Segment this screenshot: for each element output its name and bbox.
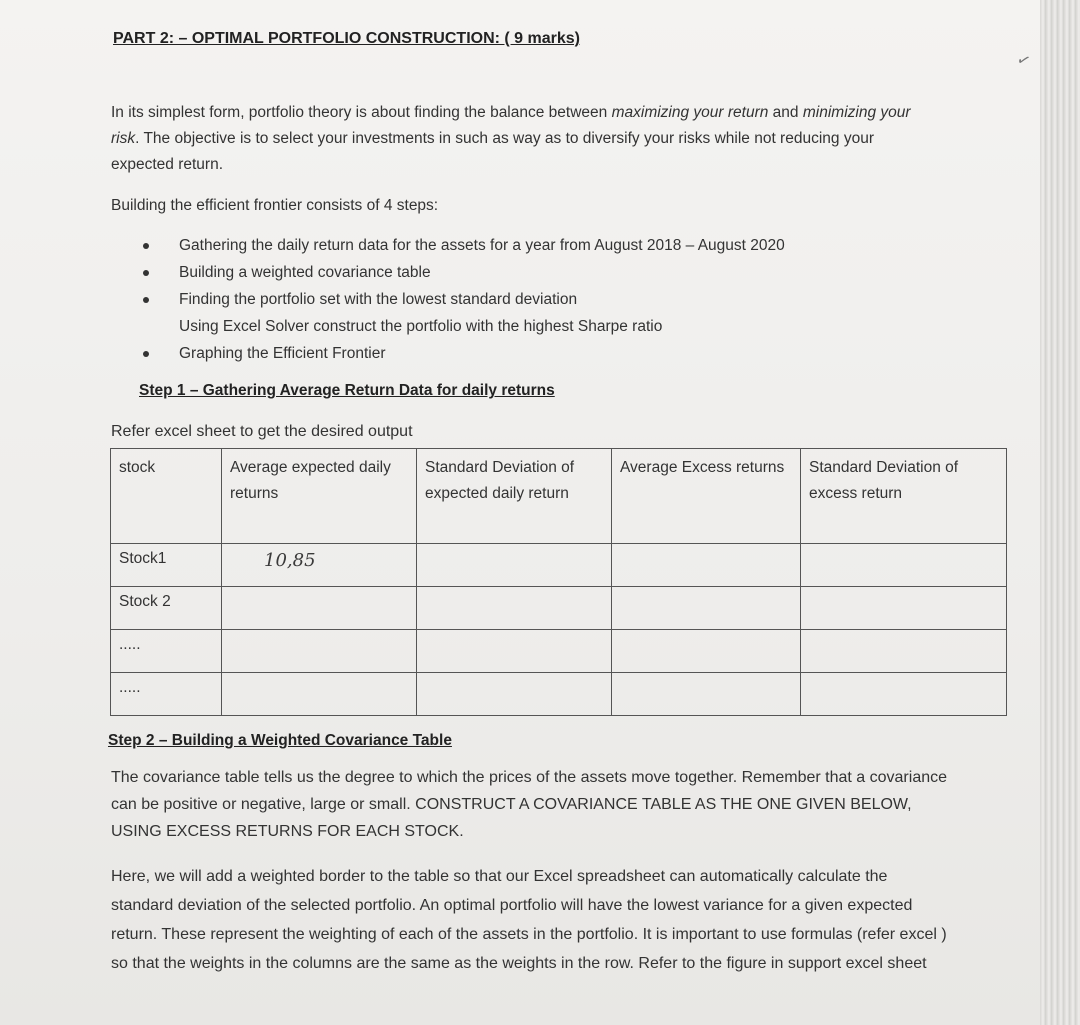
table-cell xyxy=(801,587,1007,630)
intro-paragraph: In its simplest form, portfolio theory is about finding the balance between maximizing your return and minimizing your risk. The objective is to select your investments in such as way as to diversify your risks while not reducing your expected return. xyxy=(111,104,911,173)
table-cell xyxy=(801,544,1007,587)
list-item: Finding the portfolio set with the lowest standard deviation xyxy=(140,286,785,313)
steps-list xyxy=(140,232,785,367)
table-cell xyxy=(417,587,612,630)
cell-stock: ..... xyxy=(111,673,222,716)
cell-avg-handwritten xyxy=(222,544,417,587)
list-item: Graphing the Efficient Frontier xyxy=(140,340,785,367)
page-title: PART 2: – OPTIMAL PORTFOLIO CONSTRUCTION: ( 9 marks) xyxy=(113,30,580,47)
table-cell xyxy=(222,630,417,673)
step1-heading: Step 1 – Gathering Average Return Data for daily returns xyxy=(139,382,555,399)
bullet-icon xyxy=(143,297,149,303)
cell-stock: ..... xyxy=(111,630,222,673)
check-mark-icon: ✓ xyxy=(1014,48,1034,72)
list-item: Building a weighted covariance table xyxy=(140,259,785,286)
table-cell xyxy=(417,630,612,673)
table-cell xyxy=(417,544,612,587)
bullet-icon xyxy=(143,351,149,357)
header-avg-expected: Average expected daily returns xyxy=(222,449,417,544)
average-returns-table xyxy=(110,448,1007,716)
step2-heading: Step 2 – Building a Weighted Covariance Table xyxy=(108,732,452,749)
step1-instruction: Refer excel sheet to get the desired output xyxy=(111,423,413,440)
handwritten-value: 10,85 xyxy=(264,550,316,571)
bullet-icon xyxy=(143,270,149,276)
table-cell xyxy=(222,587,417,630)
table-cell xyxy=(612,630,801,673)
step2-paragraph-1: The covariance table tells us the degree to which the prices of the assets move together. Remember that a covariance can be positive or negative, large or small. CONSTRUCT A COVARIANCE TABLE AS THE ONE GIVEN BELOW, USING EXCESS RETURNS FOR EACH STOCK. xyxy=(111,769,948,840)
table-cell xyxy=(612,673,801,716)
table-row xyxy=(111,587,1007,630)
list-item: Using Excel Solver construct the portfolio with the highest Sharpe ratio xyxy=(179,318,663,335)
table-cell xyxy=(801,630,1007,673)
step2-paragraph-2: Here, we will add a weighted border to the table so that our Excel spreadsheet can automatically calculate the standard deviation of the selected portfolio. An optimal portfolio will have the lowest variance for a given expected return. These represent the weighting of each of the assets in the portfolio. It is important to use formulas (refer excel ) so that the weights in the columns are the same as the weights in the row. Refer to the figure in support excel sheet xyxy=(111,868,947,972)
table-row xyxy=(111,544,1007,587)
table-cell xyxy=(612,544,801,587)
table-row xyxy=(111,630,1007,673)
table-cell xyxy=(222,673,417,716)
header-std-dev-expected: Standard Deviation of expected daily return xyxy=(417,449,612,544)
table-row xyxy=(111,673,1007,716)
cell-stock: Stock1 xyxy=(111,544,222,587)
list-item: Gathering the daily return data for the assets for a year from August 2018 – August 2020 xyxy=(140,232,785,259)
header-avg-excess: Average Excess returns xyxy=(612,449,801,544)
cell-stock: Stock 2 xyxy=(111,587,222,630)
steps-intro: Building the efficient frontier consists of 4 steps: xyxy=(111,197,439,214)
table-cell xyxy=(801,673,1007,716)
table-cell xyxy=(417,673,612,716)
table-cell xyxy=(612,587,801,630)
header-stock: stock xyxy=(111,449,222,544)
bullet-icon xyxy=(143,243,149,249)
table-header-row xyxy=(111,449,1007,544)
header-std-dev-excess: Standard Deviation of excess return xyxy=(801,449,1007,544)
page-edge xyxy=(1040,0,1080,1025)
